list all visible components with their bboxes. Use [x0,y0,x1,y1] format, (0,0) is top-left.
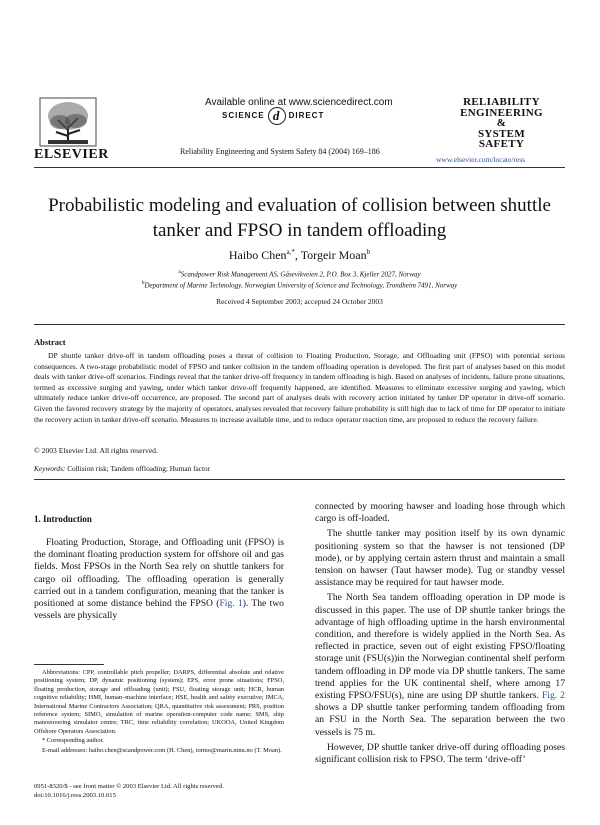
abstract-top-rule [34,324,565,325]
sciencedirect-logo: SCIENCE d DIRECT [222,108,325,123]
sciencedirect-d-icon: d [268,107,286,125]
body-paragraph: The shuttle tanker may position itself by its own dynamic positioning system so that the hawser is not tensioned (DP mode), or by applying certain astern thrust and maintain a small tension on hawser (Taut hawser mode). Tug or standby vessel assistance may be required for taut hawser mode. [315,528,565,589]
abstract-bottom-rule [34,479,565,480]
paper-title: Probabilistic modeling and evaluation of collision between shuttle tanker and FPSO in tandem offloading [48,195,551,241]
figure-link[interactable]: Fig. 1 [219,598,243,610]
abbreviations-footnote: Abbreviations: CPP, controllable pitch propeller; DARPS, differential absolute and relative positioning system; DP, dynamic positioning (system); EPS, error prone situations; FPSO, floating production, storage and offloading (unit); FSU, floating storage unit; HCR, human cognitive reliability; HMI, human–machine interface; HSE, health and safety executive; IMCA, International Marine Contractors Association; QRA, quantitative risk assessment; PRS, position reference system; SIMO, simulation of marine operation-computer code name; SMS, ship manoeuvering simulator centre; TRC, time reliability correlation; UKOOA, United Kingdom Offshore Operators Association. [34,669,284,735]
abstract-text: DP shuttle tanker drive-off in tandem offloading poses a threat of collision to Floating Production, Storage, and Offloading unit (FPSO) with potential serious consequences. A two-stage probabilistic model of FPSO and tanker collision in the tandem offloading operation is developed. The first part of analyses based on this model deals with tanker drive-off scenarios. Findings reveal that the tanker drive-off frequency in tandem offloading is high. Based on analyses of incidents, failure prone situations, termed as excessive surging and yawing, under which tanker drive-off frequently happened, are identified. Measures to eliminate excessive surging and yawing, which ultimately reduce tanker drive-off occurrence, are proposed. The second part of analyses deals with recovery action initiated by tanker DP operator in drive-off scenario. Given the favored recovery strategy by the majority of operators, analyses revealed that recovery failure probability is still high due to lack of time for DP operator to initiate the recovery action in tanker drive-off scenario. Measures to increase available time, and to reduce operator reaction time, are proposed to reduce the recovery failure. [34,351,565,424]
footnotes [34,669,284,756]
body-paragraph: Floating Production, Storage, and Offloading unit (FPSO) is the dominant floating production system for offshore oil and gas fields. Most FPSOs in the North Sea rely on shuttle tankers for cargo oil offloading. The offloading operation is generally carried out in a tandem configuration, meaning that the tanker is positioned at some distance behind the FPSO (Fig. 1). The two vessels are physically [34,537,284,622]
body-paragraph: The North Sea tandem offloading operation in DP mode is discussed in this paper. The use of DP shuttle tanker brings the advantage of high offloading uptime in the harsh environmental condition, and therefore is widely applied in the North Sea. As reflected in practice, seven out of eight existing FPSO/floating storage unit (FSU(s))in the Norwegian continental shelf perform tandem offloading in DP mode via DP shuttle tankers. The same trend applies for the UK continental shelf, where among 17 existing FPSO/FSU(s), nine are using DP shuttle tankers. Fig. 2 shows a DP shuttle tanker performing tandem offloading from an FSU in the North Sea. The separation between the two vessels is 75 m. [315,592,565,738]
front-matter-info [34,782,224,800]
author-name: Torgeir Moan [300,248,367,262]
section-heading: 1. Introduction [34,514,92,524]
author-list: Haibo Chen$^{a,*}$, Torgeir Moan$^b$ [228,248,371,262]
figure-link[interactable]: Fig. 2 [541,690,565,702]
email-footnote: E-mail addresses: haibo.chen@scandpower.com (H. Chen), tormo@marin.ntnu.no (T. Moan). [42,746,282,754]
issn-line: 0951-8320/$ - see front matter © 2003 Elsevier Ltd. All rights reserved. [34,783,224,790]
affiliation-a: $^a$Scandpower Risk Management AS, Gåsevikveien 2, P.O. Box 3, Kjeller 2027, Norway [178,269,421,279]
journal-logo: RELIABILITY ENGINEERING & SYSTEM SAFETY [460,96,543,150]
body-paragraph: connected by mooring hawser and loading hose through which cargo is off-loaded. [315,501,565,525]
intro-left-column [34,537,284,622]
affiliation-b: $^b$Department of Marine Technology, Norwegian University of Science and Technology, Trondheim 7491, Norway [141,280,458,290]
doi-line: doi:10.1016/j.ress.2003.10.015 [34,792,116,799]
body-paragraph: However, DP shuttle tanker drive-off during offloading poses significant collision risk to FPSO. The term ‘drive-off’ [315,741,565,766]
abstract-copyright: © 2003 Elsevier Ltd. All rights reserved. [34,446,158,455]
abstract-heading: Abstract [34,337,66,347]
footnote-divider [34,664,104,665]
keywords: Keywords: Collision risk; Tandem offloading; Human factor [34,464,211,473]
author-name: Haibo Chen [228,248,287,262]
received-dates: Received 4 September 2003; accepted 24 October 2003 [216,297,383,306]
available-online-text: Available online at www.sciencedirect.com [205,97,393,108]
corresponding-author-note: * Corresponding author. [42,737,104,745]
header-divider [34,167,565,168]
publisher-name: ELSEVIER [34,147,109,162]
intro-right-column [315,501,565,769]
journal-citation: Reliability Engineering and System Safety 84 (2004) 169–186 [180,147,380,156]
journal-url-link[interactable]: www.elsevier.com/locate/ress [436,155,526,164]
